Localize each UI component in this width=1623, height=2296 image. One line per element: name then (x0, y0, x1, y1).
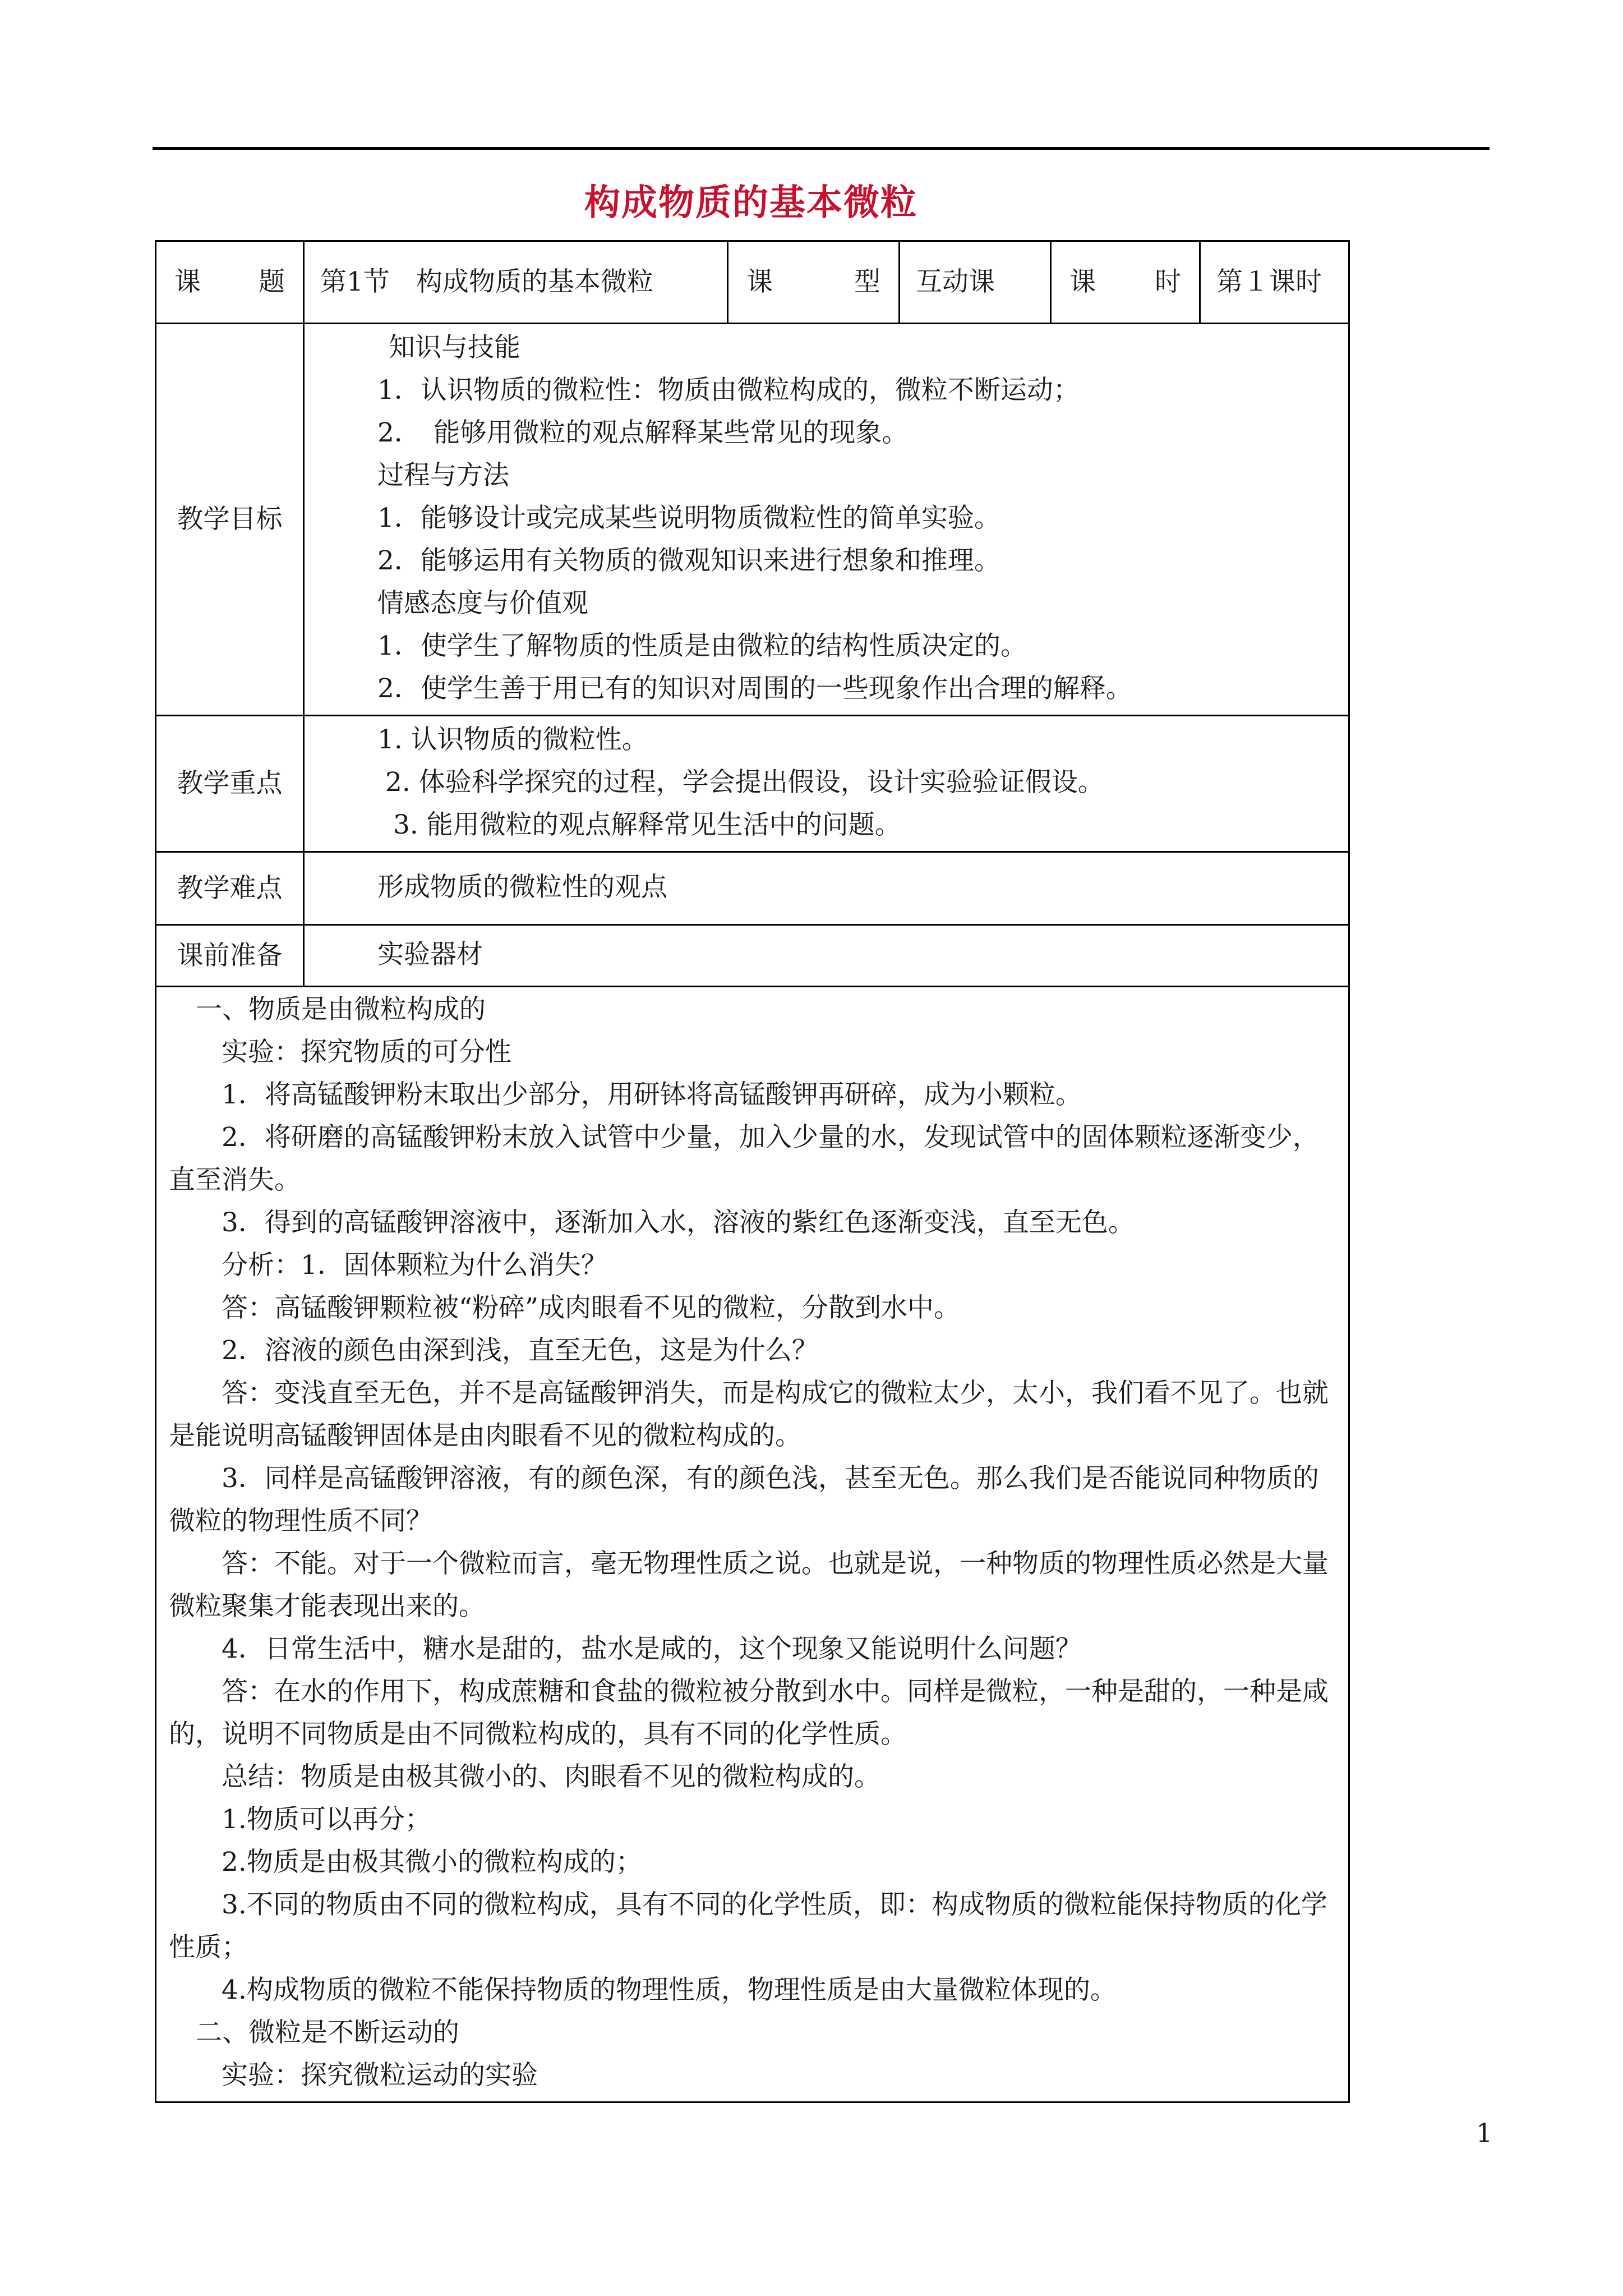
objective-line: 2．使学生善于用已有的知识对周围的一些现象作出合理的解释。 (377, 673, 1132, 704)
objectives-content (304, 324, 1349, 716)
teaching-process-content (156, 987, 1349, 2102)
difficulties-text: 形成物质的微粒性的观点 (377, 871, 667, 903)
body-paragraph: 答：变浅直至无色，并不是高锰酸钾消失，而是构成它的微粒太少，太小，我们看不见了。也就是能说明高锰酸钾固体是由肉眼看不见的微粒构成的。 (169, 1378, 1329, 1451)
preparation-row (156, 925, 1349, 987)
period-value: 第１课时 (1200, 241, 1349, 324)
body-paragraph: 答：不能。对于一个微粒而言，毫无物理性质之说。也就是说，一种物质的物理性质必然是大量微粒聚集才能表现出来的。 (169, 1548, 1329, 1622)
preparation-label: 课前准备 (156, 925, 304, 987)
type-label: 课 型 (728, 241, 900, 324)
objective-line: 1．使学生了解物质的性质是由微粒的结构性质决定的。 (377, 631, 1027, 661)
body-paragraph: 实验：探究微粒运动的实验 (222, 2060, 538, 2091)
objective-line: 情感态度与价值观 (377, 588, 588, 619)
key-points-row (156, 716, 1349, 852)
preparation-text: 实验器材 (377, 938, 483, 970)
page-number: 1 (1476, 2118, 1493, 2148)
section-heading: 二、微粒是不断运动的 (196, 2017, 459, 2048)
body-paragraph: 3．得到的高锰酸钾溶液中，逐渐加入水，溶液的紫红色逐渐变浅，直至无色。 (222, 1207, 1135, 1238)
body-paragraph: 总结：物质是由极其微小的、肉眼看不见的微粒构成的。 (222, 1761, 880, 1792)
objective-line: 1．能够设计或完成某些说明物质微粒性的简单实验。 (377, 503, 1000, 533)
objective-line: 2．能够运用有关物质的微观知识来进行想象和推理。 (377, 545, 1000, 576)
body-paragraph: 1.物质可以再分； (222, 1804, 431, 1835)
course-label: 课 题 (156, 241, 304, 324)
objective-line: 1．认识物质的微粒性：物质由微粒构成的，微粒不断运动； (377, 375, 1080, 406)
key-points-label: 教学重点 (156, 716, 304, 852)
period-label: 课 时 (1051, 241, 1200, 324)
body-paragraph: 3．同样是高锰酸钾溶液，有的颜色深，有的颜色浅，甚至无色。那么我们是否能说同种物质的微粒的物理性质不同？ (169, 1463, 1319, 1536)
difficulties-label: 教学难点 (156, 852, 304, 925)
body-paragraph: 4．日常生活中，糖水是甜的，盐水是咸的，这个现象又能说明什么问题？ (222, 1634, 1082, 1664)
key-point-line: 2. 体验科学探究的过程，学会提出假设，设计实验验证假设。 (385, 767, 1104, 798)
difficulties-row (156, 852, 1349, 925)
objectives-row (156, 324, 1349, 716)
header-row (156, 241, 1349, 324)
objective-line: 知识与技能 (389, 332, 520, 363)
key-point-line: 3. 能用微粒的观点解释常见生活中的问题。 (393, 809, 901, 840)
body-paragraph: 2．将研磨的高锰酸钾粉末放入试管中少量，加入少量的水，发现试管中的固体颗粒逐渐变少，直至消失。 (169, 1122, 1319, 1195)
body-paragraph: 3.不同的物质由不同的微粒构成，具有不同的化学性质，即：构成物质的微粒能保持物质的化学性质； (169, 1889, 1327, 1963)
document-title: 构成物质的基本微粒 (584, 182, 917, 224)
header-rule (153, 147, 1490, 150)
objectives-label: 教学目标 (156, 324, 304, 716)
lesson-plan-table (155, 240, 1350, 2103)
key-points-content (304, 716, 1349, 852)
section-heading: 一、物质是由微粒构成的 (196, 994, 486, 1025)
body-paragraph: 2.物质是由极其微小的微粒构成的； (222, 1847, 642, 1878)
body-paragraph: 答：高锰酸钾颗粒被“粉碎”成肉眼看不见的微粒，分散到水中。 (222, 1292, 961, 1323)
process-row (156, 987, 1349, 2102)
objective-line: 2． 能够用微粒的观点解释某些常见的现象。 (377, 417, 909, 448)
body-paragraph: 2．溶液的颜色由深到浅，直至无色，这是为什么？ (222, 1335, 818, 1366)
objective-line: 过程与方法 (377, 460, 509, 491)
body-paragraph: 答：在水的作用下，构成蔗糖和食盐的微粒被分散到水中。同样是微粒，一种是甜的，一种是咸的，说明不同物质是由不同微粒构成的，具有不同的化学性质。 (169, 1676, 1329, 1750)
body-paragraph: 1．将高锰酸钾粉末取出少部分，用研钵将高锰酸钾再研碎，成为小颗粒。 (222, 1079, 1082, 1110)
course-value: 第1节 构成物质的基本微粒 (304, 241, 728, 324)
type-value: 互动课 (900, 241, 1051, 324)
body-paragraph: 实验：探究物质的可分性 (222, 1037, 511, 1068)
key-point-line: 1. 认识物质的微粒性。 (377, 724, 648, 755)
body-paragraph: 分析：1．固体颗粒为什么消失？ (222, 1250, 607, 1281)
body-paragraph: 4.构成物质的微粒不能保持物质的物理性质，物理性质是由大量微粒体现的。 (222, 1975, 1117, 2005)
